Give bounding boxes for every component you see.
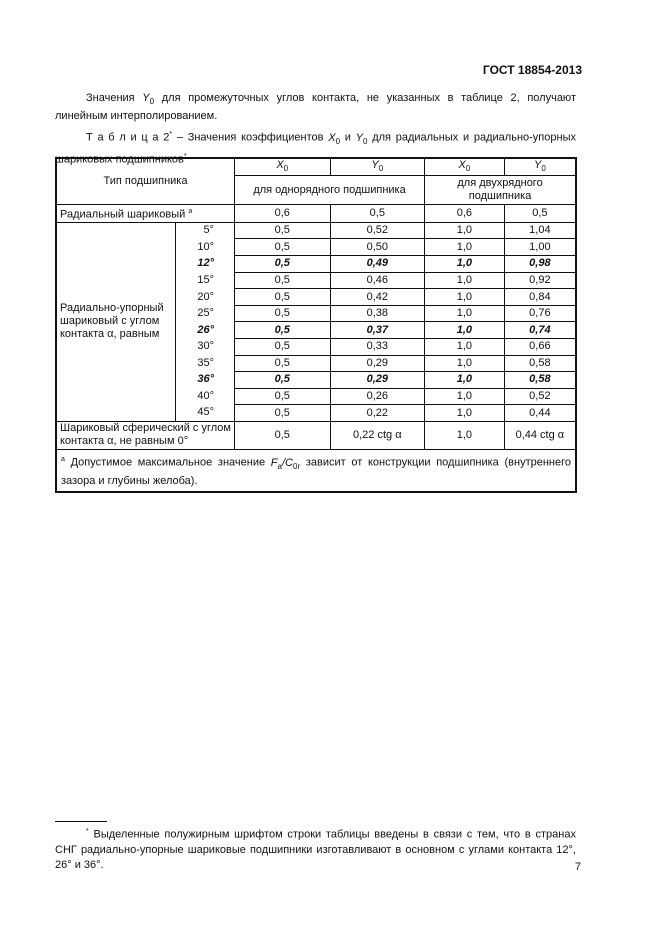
angle-cell: 36°: [176, 372, 235, 389]
cell: 0,5: [234, 355, 330, 372]
cell: 0,22 ctg α: [330, 421, 425, 449]
cell: 0,5: [234, 421, 330, 449]
cell: 0,5: [234, 322, 330, 339]
cell: 0,46: [330, 272, 425, 289]
angle-cell: 25°: [176, 305, 235, 322]
cell: 0,5: [234, 305, 330, 322]
document-id: ГОСТ 18854-2013: [482, 63, 582, 77]
table-row: [56, 205, 576, 223]
footnote-divider: [55, 821, 107, 822]
cell: 0,92: [504, 272, 576, 289]
page-footnote: * Выделенные полужирным шрифтом строки таблицы введены в связи с тем, что в странах СНГ радиально-упорные шариковые подшипники изготавливают в основном с углами контакта 12°, 26° и 36°.: [55, 828, 576, 871]
angle-cell: 26°: [176, 322, 235, 339]
page-number: 7: [574, 861, 581, 873]
cell: 0,5: [234, 272, 330, 289]
intro-paragraph: Значения $Y_0$ для промежуточных углов контакта, не указанных в таблице 2, получают линейным интерполированием.: [55, 92, 576, 123]
angle-cell: 5°: [176, 222, 235, 239]
cell: 0,5: [330, 205, 425, 223]
angular-label: Радиально-упорный шариковый с углом контакта α, равным: [56, 222, 176, 421]
cell: 1,0: [425, 239, 505, 256]
cell: 0,5: [234, 372, 330, 389]
angle-cell: 12°: [176, 256, 235, 273]
cell: 0,38: [330, 305, 425, 322]
cell: 0,5: [234, 339, 330, 356]
cell: 1,00: [504, 239, 576, 256]
spherical-label: Шариковый сферический с углом контакта α, не равным 0°: [56, 421, 234, 449]
cell: 0,42: [330, 289, 425, 306]
cell: 0,5: [234, 289, 330, 306]
cell: 0,66: [504, 339, 576, 356]
angle-cell: 30°: [176, 339, 235, 356]
cell: 0,58: [504, 355, 576, 372]
table-caption: Т а б л и ц а 2* – Значения коэффициентов $X_0$ и $Y_0$ для радиальных и радиально-упорных шариковых подшипников*: [55, 131, 576, 166]
coefficients-table: [55, 157, 577, 493]
cell: 0,44 ctg α: [504, 421, 576, 449]
cell: 0,76: [504, 305, 576, 322]
cell: 0,33: [330, 339, 425, 356]
angle-cell: 40°: [176, 388, 235, 405]
cell: 0,5: [234, 239, 330, 256]
cell: 1,0: [425, 322, 505, 339]
header-y0: $Y_0$: [504, 158, 576, 176]
cell: 1,0: [425, 355, 505, 372]
angle-cell: 20°: [176, 289, 235, 306]
table-row: [56, 222, 576, 239]
cell: 0,49: [330, 256, 425, 273]
angle-cell: 45°: [176, 405, 235, 422]
cell: 0,84: [504, 289, 576, 306]
cell: 0,5: [234, 405, 330, 422]
cell: 1,0: [425, 339, 505, 356]
cell: 0,6: [234, 205, 330, 223]
cell: 0,74: [504, 322, 576, 339]
cell: 1,0: [425, 305, 505, 322]
cell: 0,37: [330, 322, 425, 339]
cell: 1,0: [425, 372, 505, 389]
angle-cell: 35°: [176, 355, 235, 372]
cell: 1,0: [425, 388, 505, 405]
cell: 0,5: [234, 256, 330, 273]
radial-label: Радиальный шариковый $^a$: [56, 205, 234, 223]
table-footnote: $^a$ Допустимое максимальное значение $F_a/C_{0r}$ зависит от конструкции подшипника (внутреннего зазора и глубины желоба).: [56, 449, 576, 491]
cell: 1,0: [425, 421, 505, 449]
cell: 0,52: [330, 222, 425, 239]
cell: 0,58: [504, 372, 576, 389]
header-single-row: для однорядного подшипника: [234, 176, 424, 205]
cell: 1,0: [425, 256, 505, 273]
cell: 1,0: [425, 272, 505, 289]
cell: 0,5: [504, 205, 576, 223]
header-y0: $Y_0$: [330, 158, 425, 176]
angle-cell: 10°: [176, 239, 235, 256]
cell: 0,98: [504, 256, 576, 273]
cell: 0,29: [330, 355, 425, 372]
cell: 0,22: [330, 405, 425, 422]
cell: 0,52: [504, 388, 576, 405]
cell: 0,26: [330, 388, 425, 405]
header-x0: $X_0$: [234, 158, 330, 176]
header-double-row: для двухрядного подшипника: [425, 176, 576, 205]
cell: 0,6: [425, 205, 505, 223]
cell: 1,04: [504, 222, 576, 239]
cell: 1,0: [425, 289, 505, 306]
cell: 1,0: [425, 222, 505, 239]
angle-cell: 15°: [176, 272, 235, 289]
table-row: [56, 421, 576, 449]
header-x0: $X_0$: [425, 158, 505, 176]
cell: 1,0: [425, 405, 505, 422]
cell: 0,29: [330, 372, 425, 389]
header-bearing-type: Тип подшипника: [56, 158, 234, 205]
cell: 0,50: [330, 239, 425, 256]
cell: 0,44: [504, 405, 576, 422]
cell: 0,5: [234, 388, 330, 405]
cell: 0,5: [234, 222, 330, 239]
